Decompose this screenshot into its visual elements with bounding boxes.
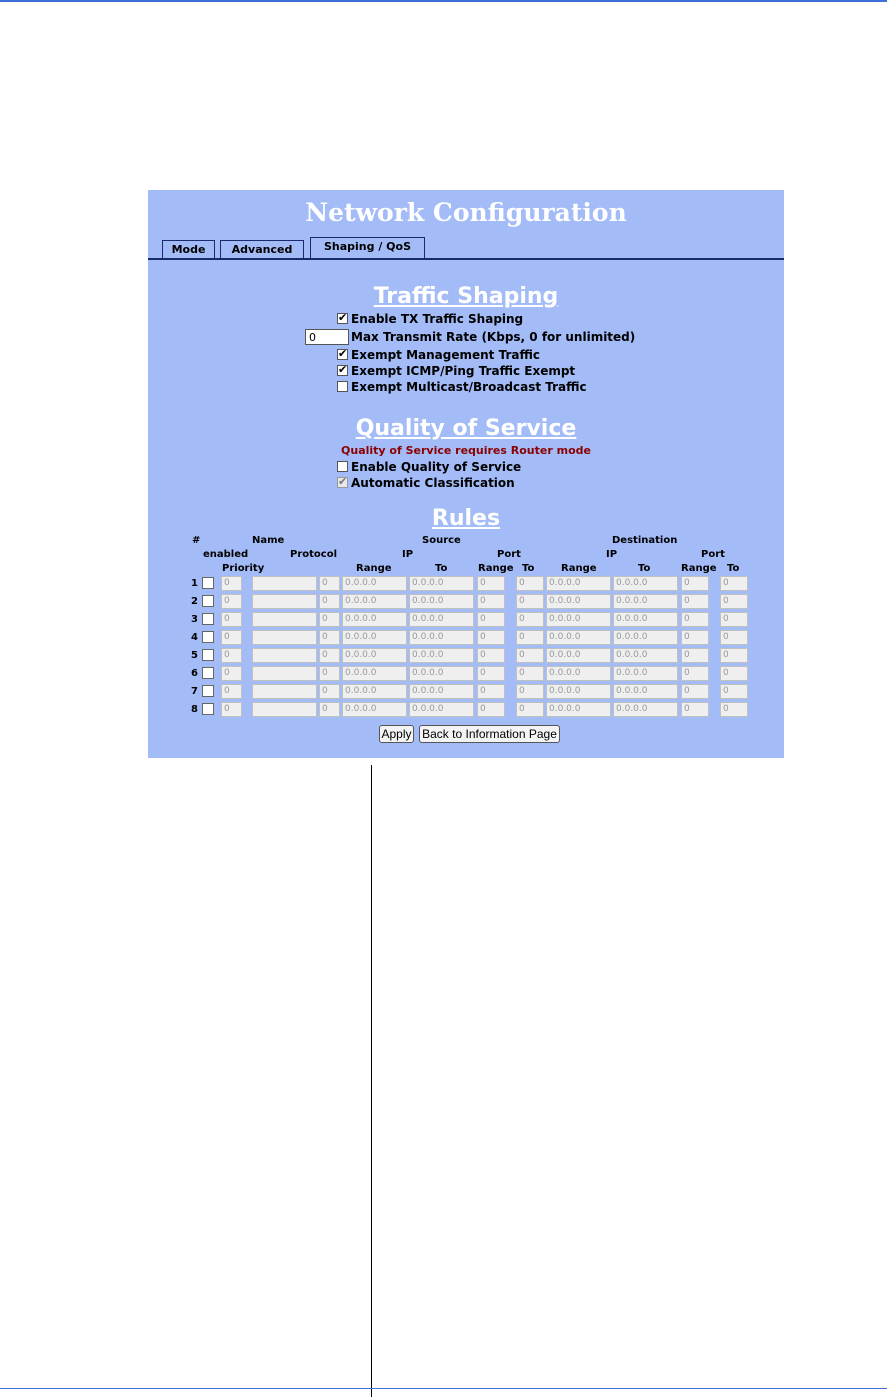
rule-dst-port-to-field[interactable]: 0 [720, 576, 748, 591]
rule-name-field[interactable] [252, 594, 317, 609]
rule-priority-field[interactable]: 0 [221, 702, 242, 717]
tab-advanced[interactable]: Advanced [220, 240, 304, 259]
rule-dst-port-to-field[interactable]: 0 [720, 612, 748, 627]
rule-number: 4 [191, 632, 198, 643]
tab-divider [148, 258, 784, 260]
rule-dst-port-range-field[interactable]: 0 [681, 594, 709, 609]
max-rate-input[interactable] [305, 329, 349, 345]
rule-src-port-to-field[interactable]: 0 [516, 648, 544, 663]
rule-src-port-to-field[interactable]: 0 [516, 612, 544, 627]
col-header-src-ip-range: Range [356, 563, 392, 574]
rule-src-port-range-field[interactable]: 0 [477, 576, 505, 591]
rule-dst-port-range-field[interactable]: 0 [681, 630, 709, 645]
rule-src-port-range-field[interactable]: 0 [477, 630, 505, 645]
rule-src-port-to-field[interactable]: 0 [516, 684, 544, 699]
rule-number: 6 [191, 668, 198, 679]
rule-name-field[interactable] [252, 702, 317, 717]
exempt-multicast-checkbox[interactable] [337, 381, 348, 392]
page-title: Network Configuration [305, 198, 627, 227]
vertical-rule [371, 765, 372, 1397]
rule-src-ip-to-field[interactable]: 0.0.0.0 [409, 648, 474, 663]
rule-src-ip-range-field[interactable]: 0.0.0.0 [342, 630, 407, 645]
rule-name-field[interactable] [252, 648, 317, 663]
col-header-hash: # [192, 535, 201, 546]
col-header-name: Name [252, 535, 285, 546]
rule-dst-ip-to-field[interactable]: 0.0.0.0 [613, 702, 678, 717]
rule-src-port-to-field[interactable]: 0 [516, 666, 544, 681]
rule-src-ip-range-field[interactable]: 0.0.0.0 [342, 648, 407, 663]
col-header-dst-ip-to: To [638, 563, 651, 574]
col-header-src-ip-to: To [435, 563, 448, 574]
rule-priority-field[interactable]: 0 [221, 648, 242, 663]
rule-dst-port-range-field[interactable]: 0 [681, 612, 709, 627]
rule-number: 1 [191, 578, 198, 589]
rule-priority-field[interactable]: 0 [221, 576, 242, 591]
rule-src-port-range-field[interactable]: 0 [477, 666, 505, 681]
rule-dst-port-to-field[interactable]: 0 [720, 594, 748, 609]
col-header-enabled: enabled [203, 549, 249, 560]
rule-src-port-range-field[interactable]: 0 [477, 702, 505, 717]
exempt-mgmt-label: Exempt Management Traffic [351, 348, 540, 362]
config-panel [148, 190, 784, 758]
enable-qos-option [337, 460, 521, 476]
exempt-icmp-checkbox[interactable] [337, 365, 348, 376]
tab-mode[interactable]: Mode [162, 240, 215, 259]
col-header-src-port-to: To [522, 563, 535, 574]
exempt-multicast-label: Exempt Multicast/Broadcast Traffic [351, 380, 587, 394]
rule-priority-field[interactable]: 0 [221, 612, 242, 627]
rule-priority-field[interactable]: 0 [221, 684, 242, 699]
auto-class-label: Automatic Classification [351, 476, 515, 490]
rule-enabled-checkbox[interactable] [202, 703, 214, 715]
rule-name-field[interactable] [252, 612, 317, 627]
enable-tx-option [337, 312, 523, 328]
rule-enabled-checkbox[interactable] [202, 577, 214, 589]
rule-src-port-range-field[interactable]: 0 [477, 648, 505, 663]
col-header-dst-port-to: To [727, 563, 740, 574]
rule-src-ip-to-field[interactable]: 0.0.0.0 [409, 576, 474, 591]
rule-src-port-to-field[interactable]: 0 [516, 594, 544, 609]
rule-src-ip-range-field[interactable]: 0.0.0.0 [342, 666, 407, 681]
rule-src-port-range-field[interactable]: 0 [477, 612, 505, 627]
rule-dst-port-to-field[interactable]: 0 [720, 630, 748, 645]
rule-dst-ip-to-field[interactable]: 0.0.0.0 [613, 594, 678, 609]
traffic-shaping-heading: Traffic Shaping [373, 284, 559, 309]
rule-name-field[interactable] [252, 684, 317, 699]
rule-dst-port-to-field[interactable]: 0 [720, 648, 748, 663]
rule-enabled-checkbox[interactable] [202, 685, 214, 697]
rule-enabled-checkbox[interactable] [202, 667, 214, 679]
rule-dst-ip-range-field[interactable]: 0.0.0.0 [546, 612, 611, 627]
rule-dst-ip-range-field[interactable]: 0.0.0.0 [546, 576, 611, 591]
rule-name-field[interactable] [252, 666, 317, 681]
enable-tx-label: Enable TX Traffic Shaping [351, 312, 524, 326]
col-header-protocol: Protocol [290, 549, 338, 560]
rule-dst-ip-to-field[interactable]: 0.0.0.0 [613, 630, 678, 645]
rule-protocol-field[interactable]: 0 [319, 612, 340, 627]
rule-enabled-checkbox[interactable] [202, 613, 214, 625]
rule-priority-field[interactable]: 0 [221, 594, 242, 609]
col-header-src-ip: IP [402, 549, 414, 560]
rule-dst-port-range-field[interactable]: 0 [681, 684, 709, 699]
qos-heading: Quality of Service [355, 416, 577, 441]
rule-protocol-field[interactable]: 0 [319, 684, 340, 699]
rule-src-ip-to-field[interactable]: 0.0.0.0 [409, 612, 474, 627]
rule-src-ip-range-field[interactable]: 0.0.0.0 [342, 684, 407, 699]
rule-dst-ip-to-field[interactable]: 0.0.0.0 [613, 576, 678, 591]
top-rule [0, 0, 887, 2]
rule-dst-ip-range-field[interactable]: 0.0.0.0 [546, 684, 611, 699]
apply-button[interactable]: Apply [379, 725, 414, 743]
rule-src-port-range-field[interactable]: 0 [477, 594, 505, 609]
rule-dst-port-to-field[interactable]: 0 [720, 666, 748, 681]
rule-number: 2 [191, 596, 198, 607]
rule-number: 3 [191, 614, 198, 625]
rule-number: 8 [191, 704, 198, 715]
rule-src-port-range-field[interactable]: 0 [477, 684, 505, 699]
rule-dst-port-range-field[interactable]: 0 [681, 576, 709, 591]
rule-dst-ip-range-field[interactable]: 0.0.0.0 [546, 702, 611, 717]
col-header-destination: Destination [612, 535, 678, 546]
exempt-mgmt-checkbox[interactable] [337, 349, 348, 360]
rule-dst-port-range-field[interactable]: 0 [681, 702, 709, 717]
rule-number: 5 [191, 650, 198, 661]
rule-dst-port-to-field[interactable]: 0 [720, 684, 748, 699]
exempt-icmp-option [337, 364, 575, 380]
rule-enabled-checkbox[interactable] [202, 631, 214, 643]
rule-protocol-field[interactable]: 0 [319, 630, 340, 645]
back-to-info-button[interactable]: Back to Information Page [419, 725, 560, 743]
rule-src-ip-to-field[interactable]: 0.0.0.0 [409, 630, 474, 645]
exempt-icmp-label: Exempt ICMP/Ping Traffic Exempt [351, 364, 576, 378]
auto-class-option [337, 476, 515, 492]
auto-class-checkbox [337, 477, 348, 488]
rule-src-ip-to-field[interactable]: 0.0.0.0 [409, 684, 474, 699]
rule-priority-field[interactable]: 0 [221, 666, 242, 681]
rule-src-port-to-field[interactable]: 0 [516, 630, 544, 645]
bottom-rule [0, 1388, 887, 1389]
rule-protocol-field[interactable]: 0 [319, 702, 340, 717]
rule-dst-port-range-field[interactable]: 0 [681, 666, 709, 681]
col-header-dst-port-range: Range [681, 563, 717, 574]
rule-number: 7 [191, 686, 198, 697]
col-header-source: Source [422, 535, 461, 546]
tab-shaping-qos[interactable]: Shaping / QoS [310, 237, 425, 260]
rule-protocol-field[interactable]: 0 [319, 666, 340, 681]
rule-name-field[interactable] [252, 630, 317, 645]
col-header-priority: Priority [222, 563, 265, 574]
col-header-dst-port: Port [701, 549, 725, 560]
rule-dst-ip-range-field[interactable]: 0.0.0.0 [546, 630, 611, 645]
rule-enabled-checkbox[interactable] [202, 595, 214, 607]
rule-enabled-checkbox[interactable] [202, 649, 214, 661]
max-rate-label: Max Transmit Rate (Kbps, 0 for unlimited) [351, 330, 636, 344]
rule-src-ip-to-field[interactable]: 0.0.0.0 [409, 594, 474, 609]
rule-src-ip-to-field[interactable]: 0.0.0.0 [409, 666, 474, 681]
rule-dst-port-range-field[interactable]: 0 [681, 648, 709, 663]
col-header-dst-ip: IP [606, 549, 618, 560]
rule-protocol-field[interactable]: 0 [319, 648, 340, 663]
col-header-src-port: Port [497, 549, 521, 560]
rule-dst-ip-range-field[interactable]: 0.0.0.0 [546, 648, 611, 663]
exempt-mgmt-option [337, 348, 540, 364]
rule-priority-field[interactable]: 0 [221, 630, 242, 645]
rule-dst-ip-to-field[interactable]: 0.0.0.0 [613, 684, 678, 699]
rule-src-ip-range-field[interactable]: 0.0.0.0 [342, 612, 407, 627]
rule-name-field[interactable] [252, 576, 317, 591]
enable-qos-checkbox[interactable] [337, 461, 348, 472]
rule-src-port-to-field[interactable]: 0 [516, 702, 544, 717]
rule-dst-ip-to-field[interactable]: 0.0.0.0 [613, 648, 678, 663]
rule-src-ip-range-field[interactable]: 0.0.0.0 [342, 576, 407, 591]
exempt-multicast-option [337, 380, 587, 396]
col-header-src-port-range: Range [478, 563, 514, 574]
rule-protocol-field[interactable]: 0 [319, 576, 340, 591]
rule-dst-port-to-field[interactable]: 0 [720, 702, 748, 717]
qos-warning: Quality of Service requires Router mode [341, 444, 591, 457]
rules-heading: Rules [431, 506, 501, 531]
col-header-dst-ip-range: Range [561, 563, 597, 574]
rule-src-ip-to-field[interactable]: 0.0.0.0 [409, 702, 474, 717]
rule-protocol-field[interactable]: 0 [319, 594, 340, 609]
rule-dst-ip-to-field[interactable]: 0.0.0.0 [613, 612, 678, 627]
rule-src-ip-range-field[interactable]: 0.0.0.0 [342, 594, 407, 609]
rule-dst-ip-to-field[interactable]: 0.0.0.0 [613, 666, 678, 681]
rule-dst-ip-range-field[interactable]: 0.0.0.0 [546, 594, 611, 609]
rule-src-ip-range-field[interactable]: 0.0.0.0 [342, 702, 407, 717]
enable-tx-checkbox[interactable] [337, 313, 348, 324]
rule-dst-ip-range-field[interactable]: 0.0.0.0 [546, 666, 611, 681]
enable-qos-label: Enable Quality of Service [351, 460, 522, 474]
rule-src-port-to-field[interactable]: 0 [516, 576, 544, 591]
